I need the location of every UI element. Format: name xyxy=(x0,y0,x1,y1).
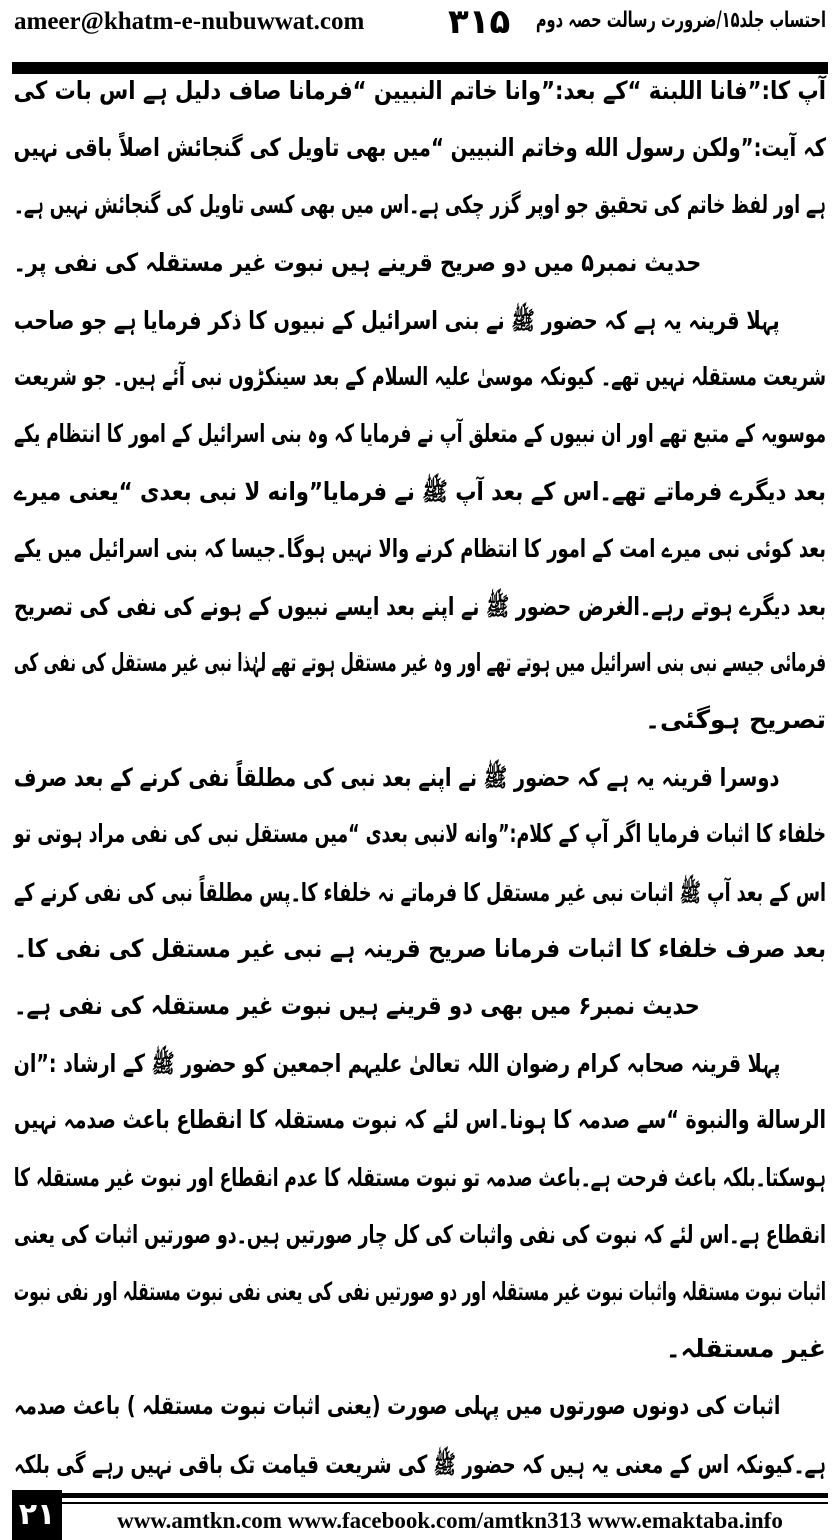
page-body xyxy=(14,76,826,1506)
text-line: کہ آیت:”ولکن رسول الله وخاتم النبیین “میں بھی تاویل کی گنجائش اصلاً باقی نہیں xyxy=(13,133,827,163)
text-line: موسویہ کے متبع تھے اور ان نبیوں کے متعلق آپ نے فرمایا کہ وہ بنی اسرائیل کے امور کا انتظام یکے xyxy=(14,419,826,449)
header-divider xyxy=(12,62,828,74)
text-line: الرسالة والنبوة “سے صدمہ کا ہونا۔اس لئے کہ نبوت مستقلہ کا انقطاع باعث صدمہ نہیں xyxy=(14,1105,826,1135)
text-line: اثبات نبوت مستقلہ واثبات نبوت غیر مستقلہ اور دو صورتیں نفی کی یعنی نفی نبوت مستقلہ اور نفی نبوت xyxy=(13,1276,826,1306)
text-line: دوسرا قرینہ یہ ہے کہ حضور ﷺ نے اپنے بعد نبی کی مطلقاً نفی کرنے کے بعد صرف xyxy=(13,763,780,793)
text-line: فرمائی جیسے نبی بنی اسرائیل میں ہوتے تھے اور وہ غیر مستقل ہوتے تھے لہٰذا نبی غیر مستقل کی نفی کی xyxy=(13,647,826,677)
section-heading: حدیث نمبر۶ میں بھی دو قرینے ہیں نبوت غیر مستقلہ کی نفی ہے۔ xyxy=(14,991,700,1020)
text-line: پہلا قرینہ صحابہ کرام رضوان اللہ تعالیٰ علیہم اجمعین کو حضور ﷺ کے ارشاد :”ان xyxy=(13,1049,781,1079)
text-line: ہوسکتا۔بلکہ باعث فرحت ہے۔باعث صدمہ تو نبوت مستقلہ کا عدم انقطاع اور نبوت غیر مستقلہ کا xyxy=(13,1162,826,1192)
footer-urls: www.amtkn.com www.facebook.com/amtkn313 www.emaktaba.info xyxy=(117,1508,783,1533)
section-heading: حدیث نمبر۵ میں دو صریح قرینے ہیں نبوت غیر مستقلہ کی نفی پر۔ xyxy=(13,247,702,277)
text-line: اس کے بعد آپ ﷺ اثبات نبی غیر مستقل کا فرماتے نہ خلفاء کا۔پس مطلقاً نبی کی نفی کرنے کے xyxy=(14,877,826,907)
text-line: اثبات کی دونوں صورتوں میں پہلی صورت (یعنی اثبات نبوت مستقلہ ) باعث صدمہ xyxy=(13,1391,781,1421)
text-line: بعد دیگرے ہوتے رہے۔الغرض حضور ﷺ نے اپنے بعد ایسے نبیوں کے ہونے کی نفی کی تصریح xyxy=(14,591,826,621)
text-line: بعد صرف خلفاء کا اثبات فرمانا صریح قرینہ ہے نبی غیر مستقل کی نفی کا۔ xyxy=(14,933,827,963)
footer-page-number: ۲۱ xyxy=(12,1490,62,1540)
text-line: ہے۔کیونکہ اس کے معنی یہ ہیں کہ حضور ﷺ کی شریعت قیامت تک باقی نہیں رہے گی بلکہ xyxy=(13,1449,827,1479)
text-line: پہلا قرینہ یہ ہے کہ حضور ﷺ نے بنی اسرائیل کے نبیوں کا ذکر فرمایا ہے جو صاحب xyxy=(13,305,780,335)
text-line: خلفاء کا اثبات فرمایا اگر آپ کے کلام:”وانه لانبی بعدی “میں مستقل نبی کی نفی مراد ہوتی تو xyxy=(13,819,826,849)
text-line: غیر مستقلہ۔ xyxy=(665,1334,826,1364)
text-line: انقطاع ہے۔اس لئے کہ نبوت کی نفی واثبات کی کل چار صورتیں ہیں۔دو صورتیں اثبات کی یعنی xyxy=(14,1219,826,1249)
text-line: بعد کوئی نبی میرے امت کے امور کا انتظام کرنے والا نہیں ہوگا۔جیسا کہ بنی اسرائیل میں یکے xyxy=(13,533,827,563)
text-line: تصریح ہوگئی۔ xyxy=(645,705,826,735)
footer-rule xyxy=(62,1502,828,1504)
header-book-title: احتساب جلد۱۵/ضرورت رسالت حصہ دوم xyxy=(535,8,826,33)
header-email: ameer@khatm-e-nubuwwat.com xyxy=(14,8,365,35)
header-page-number: ۳۱۵ xyxy=(448,2,511,42)
text-line: شریعت مستقلہ نہیں تھے۔ کیونکہ موسیٰ علیہ السلام کے بعد سینکڑوں نبی آئے ہیں۔ جو شریعت xyxy=(14,361,826,391)
text-line: آپ کا:”فانا اللبنة “کے بعد:”وانا خاتم النبیین “فرمانا صاف دلیل ہے اس بات کی xyxy=(13,76,826,105)
text-line: ہے اور لفظ خاتم کی تحقیق جو اوپر گزر چکی ہے۔اس میں بھی کسی تاویل کی گنجائش نہیں ہے۔ xyxy=(13,190,827,220)
text-line: بعد دیگرے فرماتے تھے۔اس کے بعد آپ ﷺ نے فرمایا”وانه لا نبی بعدی “یعنی میرے xyxy=(13,477,827,507)
footer-rule xyxy=(62,1493,828,1498)
